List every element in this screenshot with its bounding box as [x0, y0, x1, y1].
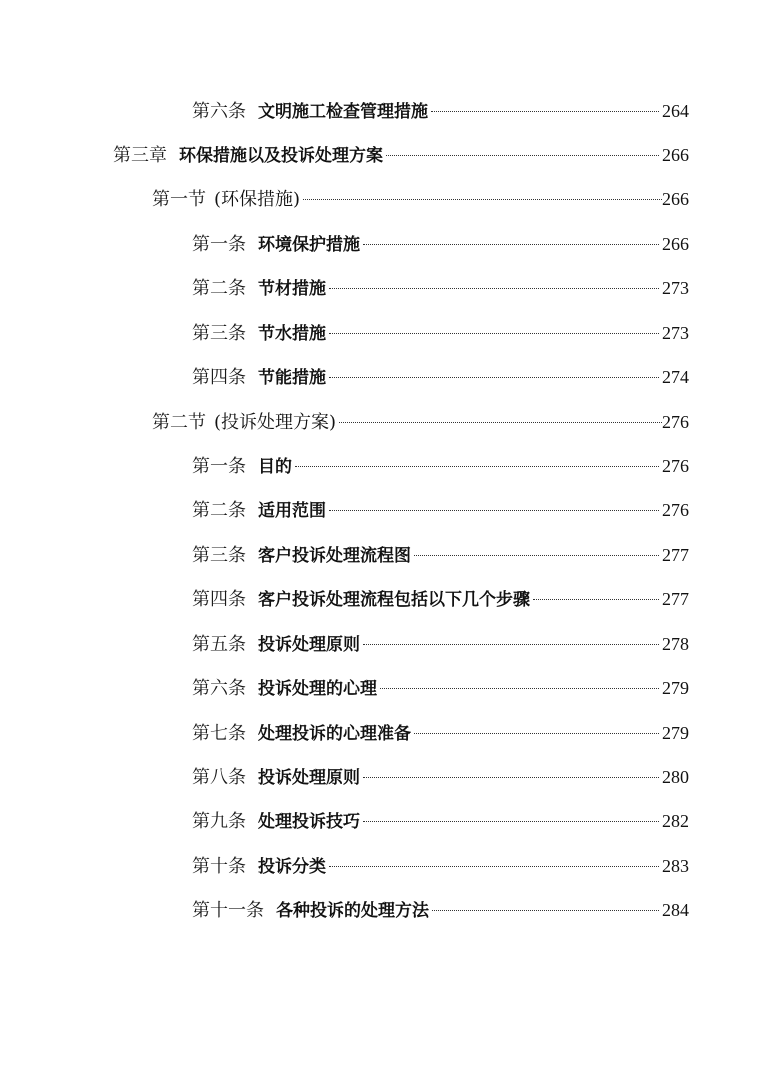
toc-entry-page-number: 266	[662, 145, 689, 165]
toc-entry-title: 客户投诉处理流程包括以下几个步骤	[258, 590, 530, 610]
toc-entry-page-number: 277	[662, 545, 689, 565]
toc-entry-article[interactable]	[192, 764, 689, 790]
toc-entry-page-number: 273	[662, 323, 689, 343]
toc-entry-article[interactable]	[192, 853, 689, 879]
toc-entry-number: 第一节	[152, 189, 206, 210]
toc-entry-title: 环境保护措施	[258, 235, 360, 255]
toc-entry-title: 投诉处理原则	[258, 768, 360, 788]
toc-entry-title: 各种投诉的处理方法	[276, 901, 429, 921]
toc-entry-article[interactable]	[192, 231, 689, 257]
toc-entry-chapter[interactable]	[113, 142, 689, 168]
toc-entry-number: 第四条	[192, 367, 246, 388]
toc-entry-title: 适用范围	[258, 501, 326, 521]
toc-entry-page-number: 284	[662, 900, 689, 920]
toc-dot-leader	[329, 288, 659, 289]
toc-entry-title: (投诉处理方案)	[214, 412, 337, 433]
toc-entry-number: 第三条	[192, 323, 246, 344]
toc-entry-title: 投诉处理的心理	[258, 679, 377, 699]
toc-entry-page-number: 266	[662, 234, 689, 254]
toc-dot-leader	[363, 244, 659, 245]
toc-entry-article[interactable]	[192, 542, 689, 568]
toc-entry-page-number: 276	[662, 456, 689, 476]
toc-entry-page-number: 278	[662, 634, 689, 654]
toc-entry-page-number: 282	[662, 811, 689, 831]
toc-entry-number: 第八条	[192, 767, 246, 788]
toc-entry-title: 环保措施以及投诉处理方案	[179, 146, 383, 166]
toc-entry-page-number: 283	[662, 856, 689, 876]
toc-dot-leader	[414, 733, 659, 734]
toc-entry-number: 第三条	[192, 545, 246, 566]
toc-entry-number: 第一条	[192, 456, 246, 477]
toc-entry-page-number: 273	[662, 278, 689, 298]
toc-entry-page-number: 279	[662, 723, 689, 743]
toc-entry-page-number: 279	[662, 678, 689, 698]
toc-entry-title: 节能措施	[258, 368, 326, 388]
toc-entry-article[interactable]	[192, 720, 689, 746]
toc-dot-leader	[386, 155, 659, 156]
toc-dot-leader	[329, 510, 659, 511]
toc-entry-article[interactable]	[192, 631, 689, 657]
toc-dot-leader	[303, 199, 662, 200]
toc-dot-leader	[414, 555, 659, 556]
toc-entry-number: 第六条	[192, 101, 246, 122]
toc-entry-article[interactable]	[192, 364, 689, 390]
toc-dot-leader	[329, 377, 659, 378]
toc-entry-title: 投诉处理原则	[258, 635, 360, 655]
toc-dot-leader	[533, 599, 659, 600]
toc-entry-article[interactable]	[192, 808, 689, 834]
toc-entry-number: 第一条	[192, 234, 246, 255]
toc-entry-title: 目的	[258, 457, 292, 477]
toc-dot-leader	[295, 466, 659, 467]
toc-entry-article[interactable]	[192, 453, 689, 479]
toc-entry-title: 处理投诉的心理准备	[258, 724, 411, 744]
toc-entry-number: 第五条	[192, 634, 246, 655]
toc-dot-leader	[363, 777, 659, 778]
toc-dot-leader	[329, 333, 659, 334]
toc-entry-title: 客户投诉处理流程图	[258, 546, 411, 566]
toc-entry-title: 文明施工检查管理措施	[258, 102, 428, 122]
toc-entry-title: 处理投诉技巧	[258, 812, 360, 832]
toc-entry-page-number: 280	[662, 767, 689, 787]
toc-entry-article[interactable]	[192, 98, 689, 124]
toc-dot-leader	[363, 644, 659, 645]
toc-entry-number: 第七条	[192, 723, 246, 744]
toc-entry-number: 第二条	[192, 500, 246, 521]
toc-entry-article[interactable]	[192, 497, 689, 523]
toc-entry-number: 第二节	[152, 412, 206, 433]
toc-entry-section[interactable]	[152, 186, 689, 212]
toc-entry-article[interactable]	[192, 320, 689, 346]
toc-entry-page-number: 276	[662, 412, 689, 432]
toc-entry-title: (环保措施)	[214, 189, 301, 210]
toc-dot-leader	[363, 821, 659, 822]
toc-entry-section[interactable]	[152, 409, 689, 435]
toc-entry-number: 第四条	[192, 589, 246, 610]
toc-entry-article[interactable]	[192, 897, 689, 923]
toc-entry-number: 第二条	[192, 278, 246, 299]
toc-entry-page-number: 274	[662, 367, 689, 387]
toc-dot-leader	[380, 688, 659, 689]
toc-entry-page-number: 266	[662, 189, 689, 209]
toc-dot-leader	[431, 111, 659, 112]
toc-entry-article[interactable]	[192, 675, 689, 701]
toc-entry-number: 第九条	[192, 811, 246, 832]
toc-dot-leader	[432, 910, 659, 911]
toc-entry-page-number: 277	[662, 589, 689, 609]
toc-entry-number: 第六条	[192, 678, 246, 699]
toc-entry-page-number: 264	[662, 101, 689, 121]
toc-dot-leader	[339, 422, 662, 423]
toc-entry-title: 节水措施	[258, 324, 326, 344]
toc-entry-article[interactable]	[192, 275, 689, 301]
toc-entry-article[interactable]	[192, 586, 689, 612]
toc-dot-leader	[329, 866, 659, 867]
toc-entry-number: 第十一条	[192, 900, 264, 921]
toc-entry-number: 第三章	[113, 145, 167, 166]
toc-entry-number: 第十条	[192, 856, 246, 877]
toc-entry-title: 投诉分类	[258, 857, 326, 877]
toc-entry-title: 节材措施	[258, 279, 326, 299]
toc-entry-page-number: 276	[662, 500, 689, 520]
